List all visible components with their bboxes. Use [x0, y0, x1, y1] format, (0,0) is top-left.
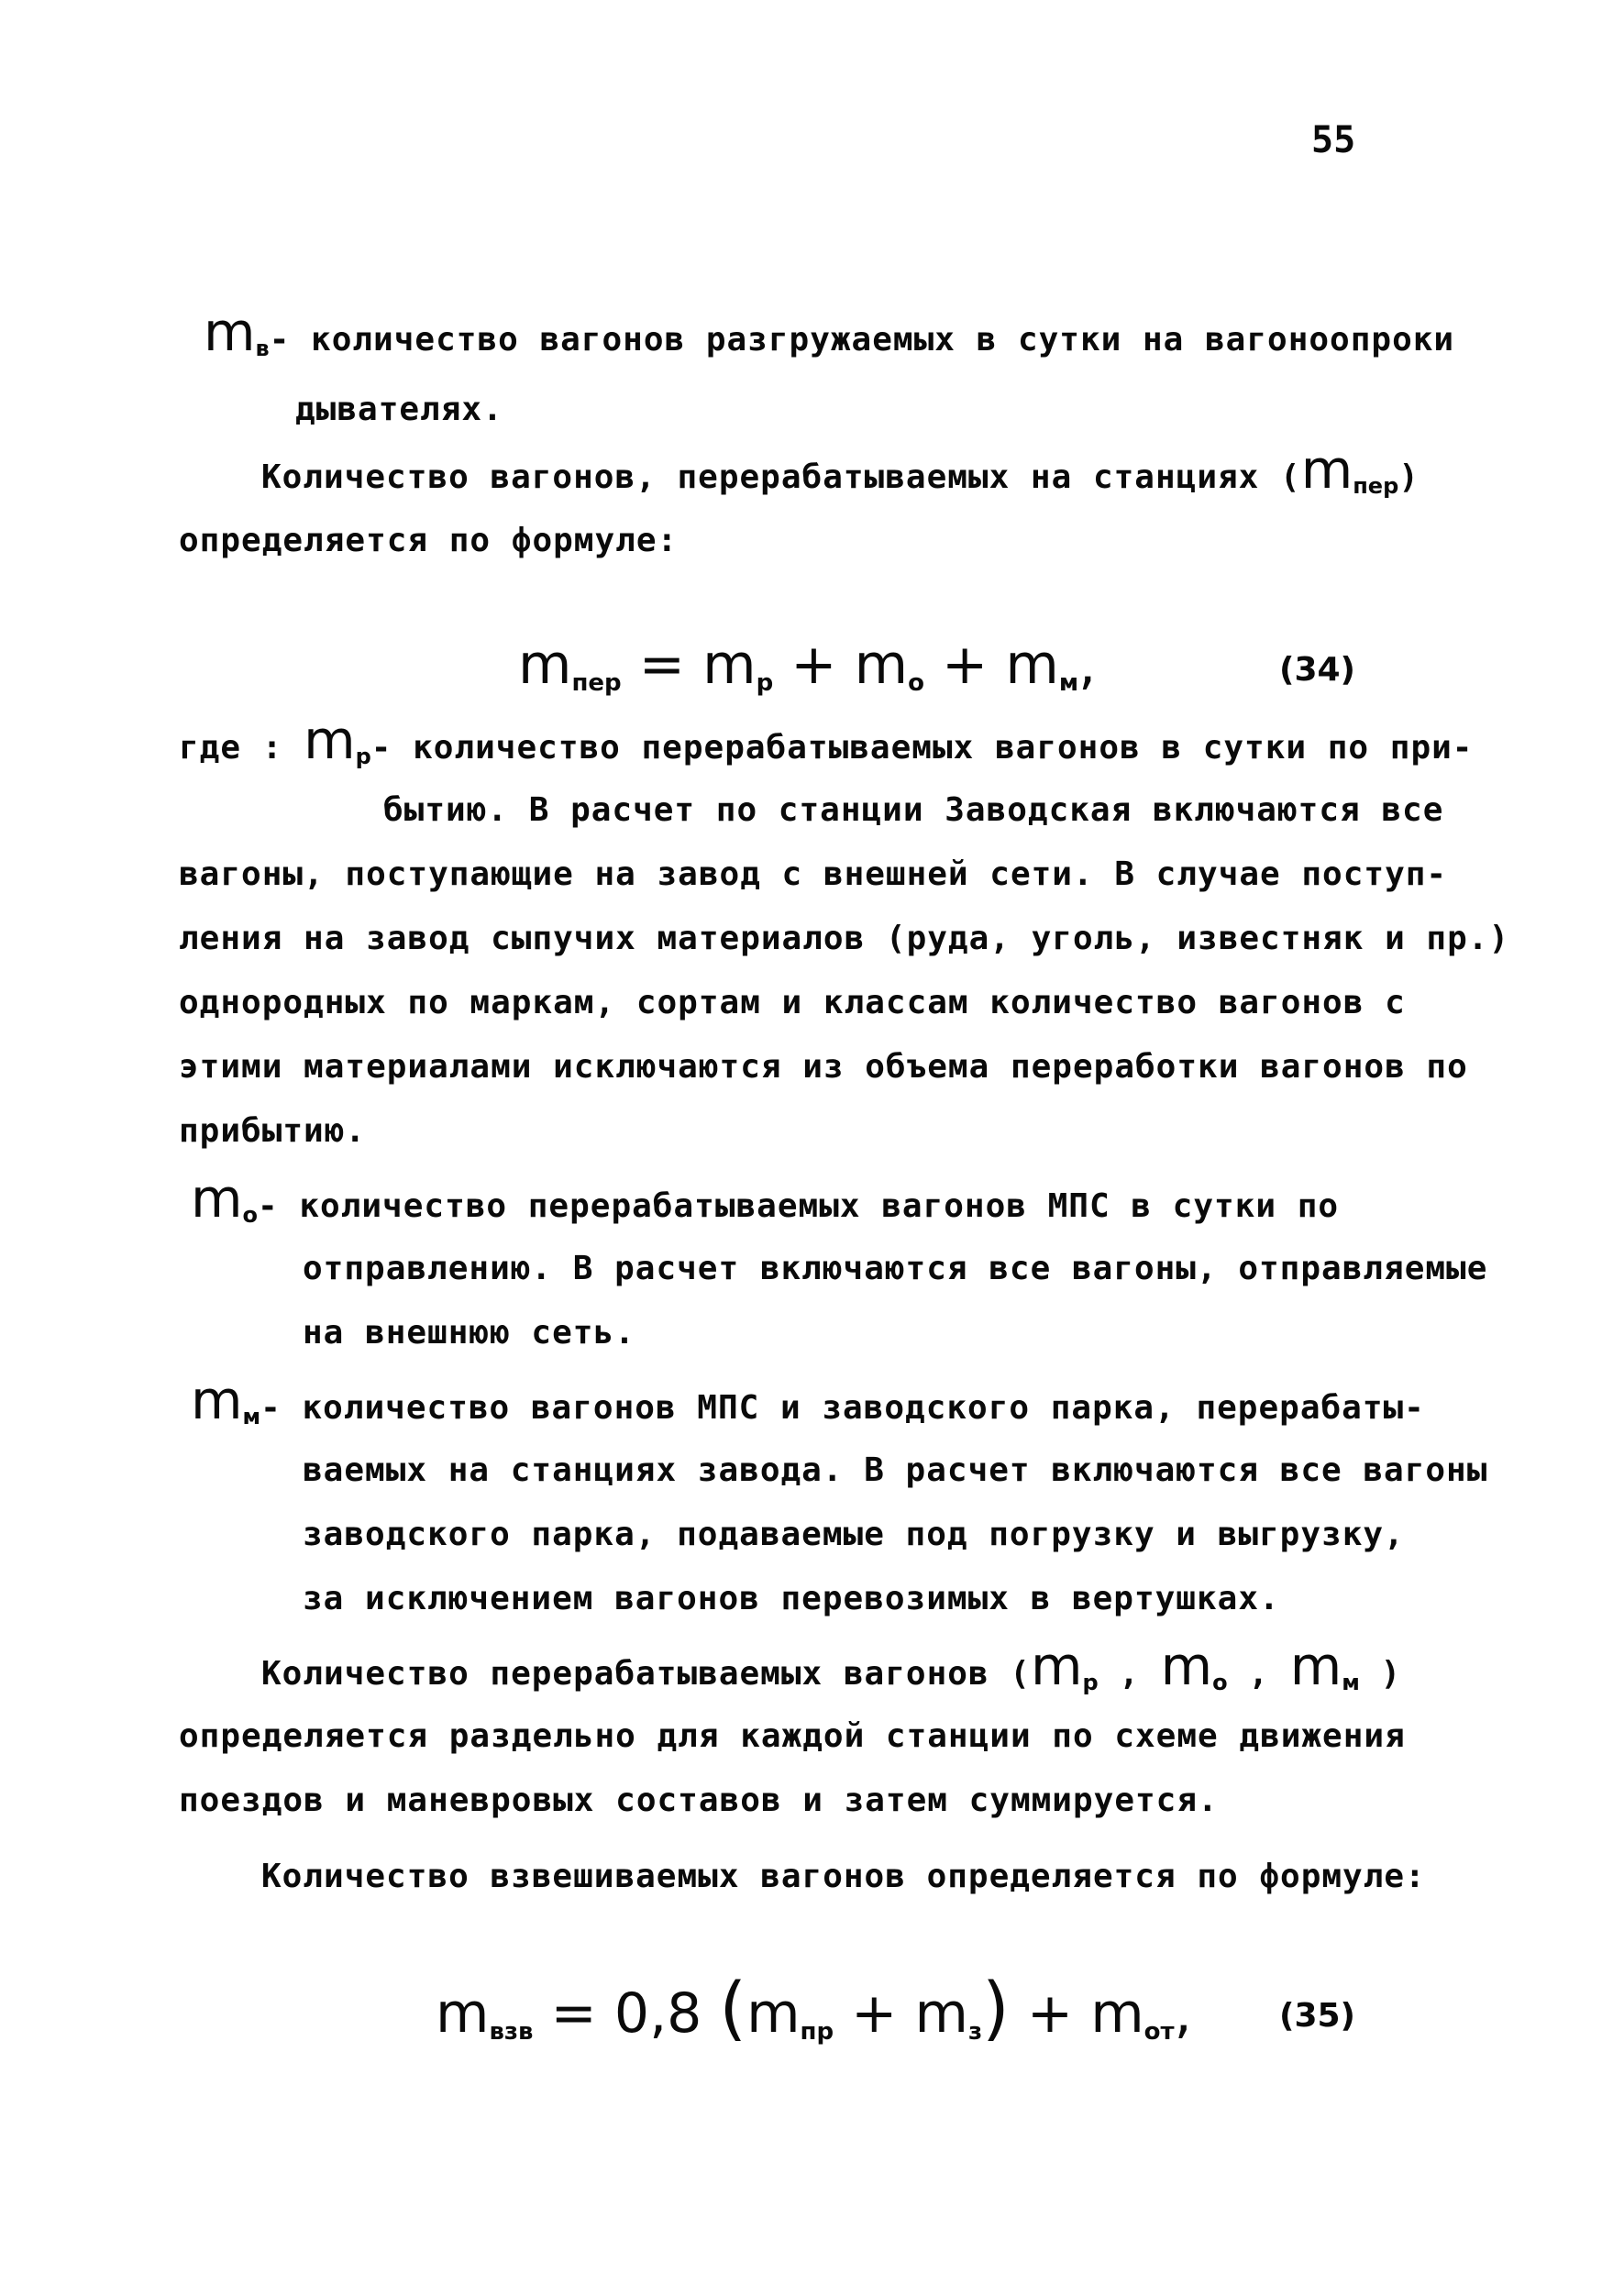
text-line: ления на завод сыпучих материалов (руда, уголь, известняк и пр.): [179, 920, 1510, 957]
page-number: 55: [1311, 119, 1356, 161]
text-line: поездов и маневровых составов и затем суммируется.: [179, 1782, 1219, 1819]
formula-35: $m_{взв} = 0,8$ $(m_{пр} + m_з) + m_{от}$,: [436, 1967, 1192, 2048]
text-line: Количество вагонов, перерабатываемых на станциях $(m_{пер})$: [261, 438, 1420, 501]
text-line: вагоны, поступающие на завод с внешней сети. В случае поступ-: [179, 855, 1448, 893]
text-line: отправлению. В расчет включаются все вагоны, отправляемые: [303, 1250, 1488, 1287]
text-line: прибытию.: [179, 1112, 367, 1150]
definition-mv: $m_в-$ количество вагонов разгружаемых в сутки на вагоноопроки: [204, 301, 1455, 363]
text-line: заводского парка, подаваемые под погрузку и выгрузку,: [303, 1516, 1405, 1553]
definition-mp: где : $m_р-$ количество перерабатываемых вагонов в сутки по при-: [179, 709, 1474, 771]
definition-mm: $m_м-$ количество вагонов МПС и заводского парка, перерабаты-: [191, 1369, 1425, 1431]
text-line: бытию. В расчет по станции Заводская включаются все: [383, 791, 1444, 829]
text-line: Количество взвешиваемых вагонов определяется по формуле:: [261, 1858, 1426, 1895]
text-line: ваемых на станциях завода. В расчет включаются все вагоны: [303, 1451, 1488, 1489]
definition-mo: $m_о-$ количество перерабатываемых вагонов МПС в сутки по: [191, 1167, 1340, 1230]
text-line: однородных по маркам, сортам и классам количество вагонов с: [179, 984, 1406, 1021]
text-line: за исключением вагонов перевозимых в вертушках.: [303, 1580, 1280, 1617]
text-line: определяется по формуле:: [179, 522, 679, 559]
text-line: дывателях.: [295, 391, 503, 428]
formula-34: $m_{пер} = m_р + m_о + m_м$,: [518, 633, 1097, 697]
text-line: Количество перерабатываемых вагонов ($m_р$ , $m_о$ , $m_м$ ): [261, 1635, 1402, 1697]
text-line: на внешнюю сеть.: [303, 1314, 635, 1352]
text-line: определяется раздельно для каждой станции по схеме движения: [179, 1717, 1406, 1755]
equation-number-34: (34): [1279, 651, 1356, 689]
text-line: этими материалами исключаются из объема переработки вагонов по: [179, 1048, 1468, 1086]
equation-number-35: (35): [1279, 1997, 1356, 2035]
symbol-m: m: [204, 301, 256, 363]
